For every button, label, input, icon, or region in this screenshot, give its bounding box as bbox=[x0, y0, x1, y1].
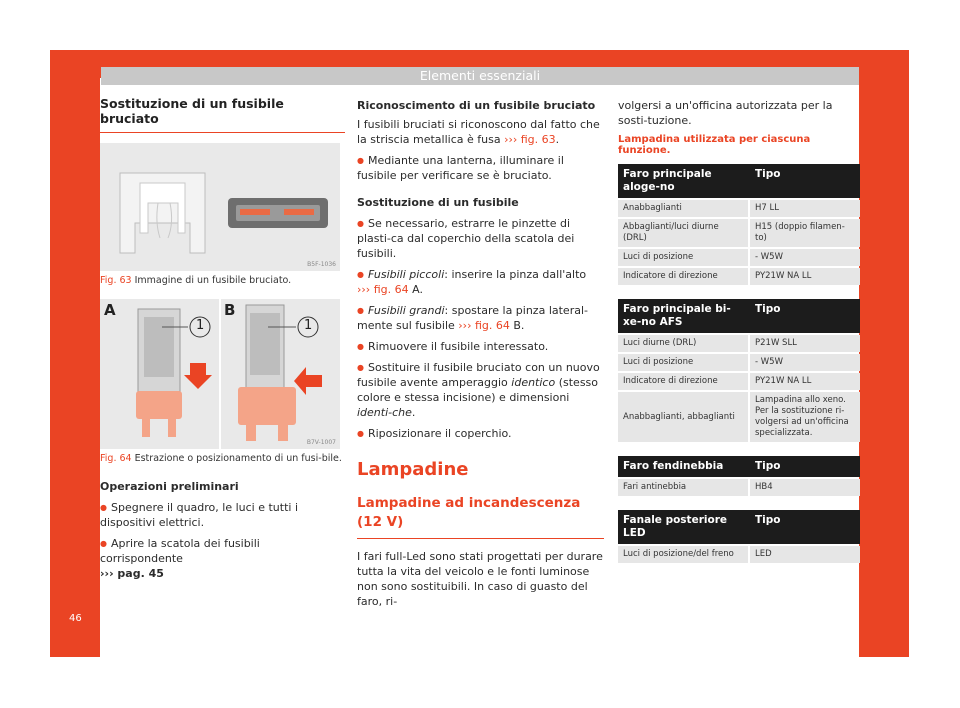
figure-letter-b: B bbox=[224, 301, 236, 319]
table-cell: H15 (doppio filamen-to) bbox=[750, 219, 860, 247]
table-header-type: Tipo bbox=[750, 510, 860, 544]
replace-step-1 bbox=[357, 216, 604, 261]
table-cell: Lampadina allo xeno. Per la sostituzione ri-volgersi ad un'officina specializzata. bbox=[750, 392, 860, 442]
prelim-step-2 bbox=[100, 536, 345, 581]
lamp-table-bixenon bbox=[618, 297, 860, 444]
table-header-function: Faro principale bi-xe-no AFS bbox=[618, 299, 750, 333]
left-column bbox=[100, 96, 345, 581]
burnt-fuse-illustration bbox=[100, 143, 340, 271]
table-cell: H7 LL bbox=[750, 200, 860, 217]
table-row bbox=[618, 479, 860, 496]
figure-64-caption bbox=[100, 453, 345, 465]
table-header-function: Faro fendinebbia bbox=[618, 456, 750, 477]
figure-letter-a: A bbox=[104, 301, 116, 319]
table-cell: Indicatore di direzione bbox=[618, 373, 750, 390]
table-header-type: Tipo bbox=[750, 456, 860, 477]
figure-label: Fig. 63 bbox=[100, 275, 132, 286]
table-header-row bbox=[618, 299, 860, 333]
lamp-table-fog bbox=[618, 454, 860, 498]
figure-label: Fig. 64 bbox=[100, 453, 132, 464]
table-cell: HB4 bbox=[750, 479, 860, 496]
replace-step-5: ● Sostituire il fusibile bruciato con un nuovo fusibile avente amperaggio identico (stesso colore e stessa incisione) e dimensioni identi-che. bbox=[357, 360, 604, 420]
identical-term: identico bbox=[511, 376, 556, 389]
table-header-row bbox=[618, 510, 860, 544]
replace-step-3-text: : spostare la pinza lateral-mente sul fusibile bbox=[357, 304, 588, 332]
prelim-step-1-text: Spegnere il quadro, le luci e tutti i dispositivi elettrici. bbox=[100, 501, 299, 529]
figure-reference-link[interactable]: ››› fig. 63 bbox=[504, 133, 556, 146]
callout-marker-b: 1 bbox=[304, 318, 313, 333]
table-row bbox=[618, 546, 860, 563]
figure-part-letter: A. bbox=[412, 283, 423, 296]
table-row bbox=[618, 392, 860, 442]
table-cell: Luci di posizione bbox=[618, 249, 750, 266]
table-row bbox=[618, 373, 860, 390]
recognize-title: Riconoscimento di un fusibile bruciato bbox=[357, 99, 596, 112]
recognize-bullet-text: Mediante una lanterna, illuminare il fusibile per verificare se è bruciato. bbox=[357, 154, 564, 182]
replace-step-6 bbox=[357, 426, 604, 441]
replace-step-6-text: Riposizionare il coperchio. bbox=[367, 427, 512, 440]
caption-text: Immagine di un fusibile bruciato. bbox=[134, 275, 292, 286]
continued-text: volgersi a un'officina autorizzata per la sosti-tuzione. bbox=[618, 99, 833, 127]
replace-step-1-text: Se necessario, estrarre le pinzette di plasti-ca dal coperchio della scatola dei fusibili. bbox=[357, 217, 575, 260]
table-cell: Anabbaglianti bbox=[618, 200, 750, 217]
table-cell: - W5W bbox=[750, 354, 860, 371]
large-fuses-term: Fusibili grandi bbox=[367, 304, 445, 317]
figure-part-letter: B. bbox=[513, 319, 525, 332]
small-fuses-term: Fusibili piccoli bbox=[367, 268, 445, 281]
table-cell: P21W SLL bbox=[750, 335, 860, 352]
replace-title: Sostituzione di un fusibile bbox=[357, 196, 519, 209]
page-reference-link[interactable]: ››› pag. 45 bbox=[100, 567, 164, 580]
table-header-row bbox=[618, 164, 860, 198]
figure-code: B7V-1007 bbox=[306, 439, 336, 446]
page-number: 46 bbox=[69, 613, 82, 624]
table-row bbox=[618, 335, 860, 352]
table-header-row bbox=[618, 456, 860, 477]
table-row bbox=[618, 268, 860, 285]
table-cell: Indicatore di direzione bbox=[618, 268, 750, 285]
right-column bbox=[618, 98, 860, 565]
recognize-text: I fusibili bruciati si riconoscono dal fatto che la striscia metallica è fusa bbox=[357, 118, 600, 146]
replace-step-2-text: : inserire la pinza dall'alto bbox=[444, 268, 587, 281]
recognize-bullet bbox=[357, 153, 604, 183]
caption-text: Estrazione o posizionamento di un fusi-bile. bbox=[134, 453, 342, 464]
table-cell: PY21W NA LL bbox=[750, 373, 860, 390]
running-header: Elementi essenziali bbox=[101, 67, 859, 85]
table-cell: Fari antinebbia bbox=[618, 479, 750, 496]
table-row bbox=[618, 354, 860, 371]
identical-term-2: identi-che bbox=[357, 406, 412, 419]
table-row bbox=[618, 249, 860, 266]
table-cell: Abbaglianti/luci diurne (DRL) bbox=[618, 219, 750, 247]
lamps-subheading: Lampadine ad incandescenza (12 V) bbox=[357, 494, 604, 539]
lamp-table-halogen bbox=[618, 162, 860, 287]
table-caption: Lampadina utilizzata per ciascuna funzione. bbox=[618, 134, 811, 156]
replace-step-3 bbox=[357, 303, 604, 333]
recognize-paragraph: I fusibili bruciati si riconoscono dal fatto che la striscia metallica è fusa ››› fig. 63. bbox=[357, 118, 600, 146]
figure-64 bbox=[100, 299, 340, 449]
table-cell: Luci diurne (DRL) bbox=[618, 335, 750, 352]
table-cell: Luci di posizione bbox=[618, 354, 750, 371]
table-cell: Luci di posizione/del freno bbox=[618, 546, 750, 563]
table-header-function: Fanale posteriore LED bbox=[618, 510, 750, 544]
callout-marker-a: 1 bbox=[196, 318, 205, 333]
table-row bbox=[618, 219, 860, 247]
table-cell: Anabbaglianti, abbaglianti bbox=[618, 392, 750, 442]
section-title: Sostituzione di un fusibile bruciato bbox=[100, 96, 345, 133]
replace-step-4 bbox=[357, 339, 604, 354]
lamp-table-rear bbox=[618, 508, 860, 565]
middle-column bbox=[357, 98, 604, 609]
replace-step-2 bbox=[357, 267, 604, 297]
lamps-paragraph: I fari full-Led sono stati progettati per durare tutta la vita del veicolo e le fonti luminose non sono sostituibili. In caso di guasto del faro, ri- bbox=[357, 550, 603, 608]
replace-step-4-text: Rimuovere il fusibile interessato. bbox=[367, 340, 549, 353]
figure-reference-link[interactable]: ››› fig. 64 bbox=[458, 319, 510, 332]
table-header-function: Faro principale aloge-no bbox=[618, 164, 750, 198]
prelim-step-1 bbox=[100, 500, 345, 530]
table-cell: LED bbox=[750, 546, 860, 563]
table-header-type: Tipo bbox=[750, 299, 860, 333]
replace-step-5-text: Sostituire il fusibile bruciato con un nuovo fusibile avente amperaggio bbox=[357, 361, 600, 389]
figure-63-caption bbox=[100, 275, 345, 287]
table-row bbox=[618, 200, 860, 217]
lamps-heading: Lampadine bbox=[357, 459, 469, 480]
prelim-step-2-text: Aprire la scatola dei fusibili corrispondente bbox=[100, 537, 260, 565]
figure-reference-link[interactable]: ››› fig. 64 bbox=[357, 283, 409, 296]
figure-63 bbox=[100, 143, 340, 271]
prelim-title: Operazioni preliminari bbox=[100, 480, 239, 493]
figure-code: B5F-1036 bbox=[307, 261, 336, 268]
replace-step-5-text-2: (stesso colore e stessa incisione) e dimensioni bbox=[357, 376, 599, 404]
table-cell: PY21W NA LL bbox=[750, 268, 860, 285]
table-header-type: Tipo bbox=[750, 164, 860, 198]
table-cell: - W5W bbox=[750, 249, 860, 266]
